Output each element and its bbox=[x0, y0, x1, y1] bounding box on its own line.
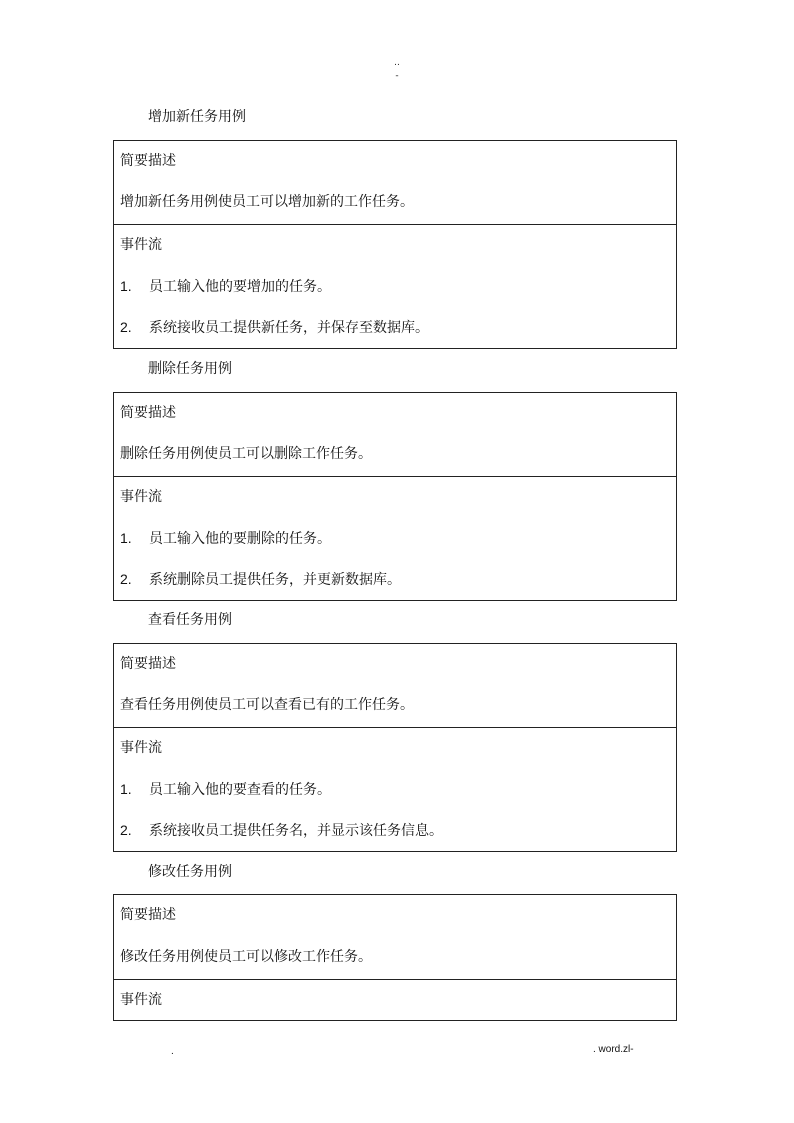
step-text: 员工输入他的要查看的任务。 bbox=[149, 782, 331, 798]
flow-step bbox=[120, 277, 331, 296]
header-mark-top: .. bbox=[394, 58, 400, 68]
flow-step bbox=[120, 318, 429, 337]
flow-heading: 事件流 bbox=[120, 740, 162, 756]
brief-description-block bbox=[114, 644, 676, 727]
step-text: 员工输入他的要删除的任务。 bbox=[149, 531, 331, 547]
step-text: 系统接收员工提供新任务，并保存至数据库。 bbox=[149, 320, 429, 336]
flow-heading: 事件流 bbox=[120, 237, 162, 253]
usecase-box-add bbox=[113, 140, 677, 349]
brief-heading: 简要描述 bbox=[120, 907, 176, 923]
step-text: 系统删除员工提供任务，并更新数据库。 bbox=[149, 572, 401, 588]
section-title-delete: 删除任务用例 bbox=[148, 361, 232, 377]
step-number: 1. bbox=[120, 530, 132, 546]
step-number: 2. bbox=[120, 822, 132, 838]
brief-description-block bbox=[114, 393, 676, 476]
footer-left-mark: . bbox=[171, 1046, 174, 1057]
header-mark-bottom: - bbox=[395, 71, 399, 81]
step-text: 系统接收员工提供任务名，并显示该任务信息。 bbox=[149, 823, 443, 839]
usecase-box-view bbox=[113, 643, 677, 852]
step-number: 2. bbox=[120, 571, 132, 587]
brief-heading: 简要描述 bbox=[120, 656, 176, 672]
step-number: 1. bbox=[120, 278, 132, 294]
usecase-box-delete bbox=[113, 392, 677, 601]
step-number: 2. bbox=[120, 319, 132, 335]
flow-heading: 事件流 bbox=[120, 489, 162, 505]
flow-step bbox=[120, 529, 331, 548]
section-title-view: 查看任务用例 bbox=[148, 612, 232, 628]
step-number: 1. bbox=[120, 781, 132, 797]
event-flow-block bbox=[114, 727, 676, 851]
brief-text: 增加新任务用例使员工可以增加新的工作任务。 bbox=[120, 194, 414, 210]
event-flow-block bbox=[114, 476, 676, 600]
event-flow-block bbox=[114, 224, 676, 348]
section-title-modify: 修改任务用例 bbox=[148, 864, 232, 880]
step-text: 员工输入他的要增加的任务。 bbox=[149, 279, 331, 295]
footer-watermark: . word.zl- bbox=[593, 1044, 634, 1055]
brief-text: 删除任务用例使员工可以删除工作任务。 bbox=[120, 446, 372, 462]
brief-heading: 简要描述 bbox=[120, 153, 176, 169]
usecase-box-modify bbox=[113, 894, 677, 1021]
section-title-add: 增加新任务用例 bbox=[148, 109, 246, 125]
brief-text: 查看任务用例使员工可以查看已有的工作任务。 bbox=[120, 697, 414, 713]
flow-step bbox=[120, 821, 443, 840]
flow-step bbox=[120, 570, 401, 589]
flow-heading: 事件流 bbox=[120, 992, 162, 1008]
brief-text: 修改任务用例使员工可以修改工作任务。 bbox=[120, 949, 372, 965]
brief-heading: 简要描述 bbox=[120, 405, 176, 421]
event-flow-block bbox=[114, 979, 676, 1020]
brief-description-block bbox=[114, 895, 676, 979]
brief-description-block bbox=[114, 141, 676, 224]
flow-step bbox=[120, 780, 331, 799]
